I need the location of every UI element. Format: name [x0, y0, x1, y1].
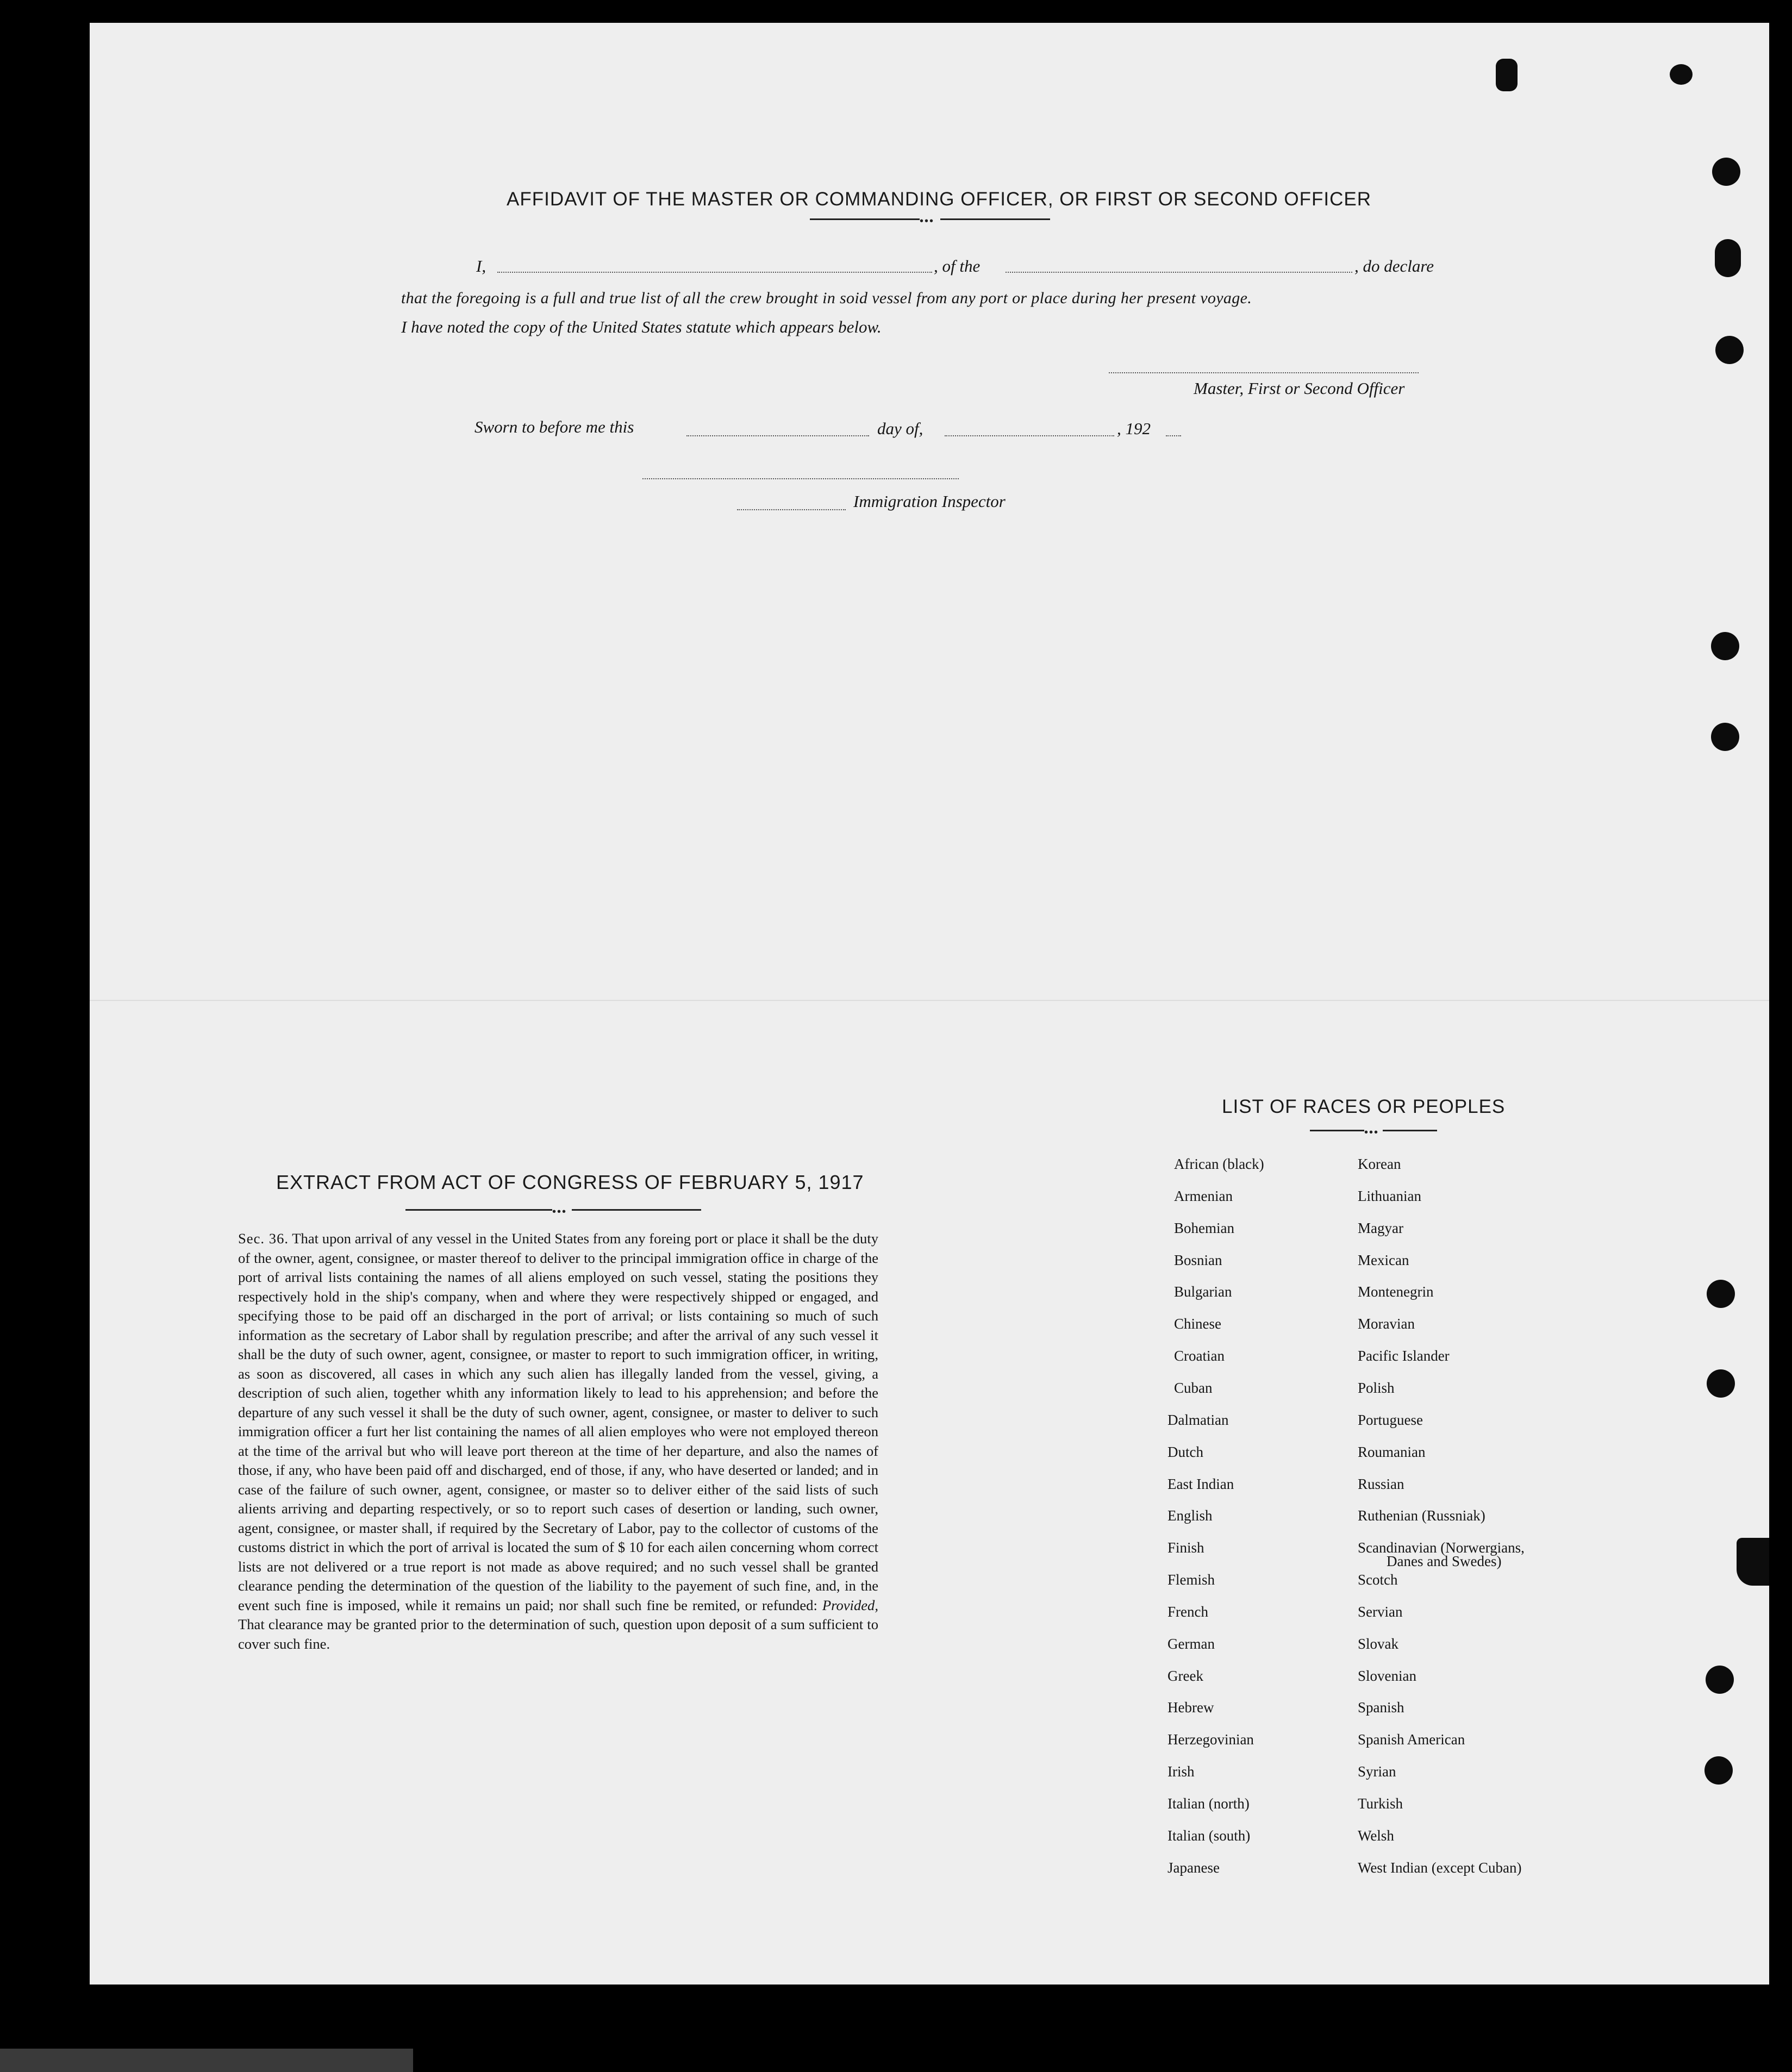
- statute-body-end: That clearance may be granted prior to the determination of such, question upon deposit of a sum sufficient to cover such fine.: [238, 1616, 878, 1652]
- race-item-continuation: Danes and Swedes): [1387, 1553, 1502, 1569]
- race-item: Croatian: [1174, 1348, 1225, 1364]
- race-item: Scotch: [1358, 1572, 1398, 1588]
- edge-notch: [1737, 1538, 1769, 1586]
- race-item: Bulgarian: [1174, 1284, 1232, 1300]
- page-fold-line: [90, 1000, 1769, 1001]
- race-item: Greek: [1167, 1667, 1203, 1684]
- master-signature-field[interactable]: [1109, 372, 1419, 373]
- extract-title-rule: [572, 1209, 701, 1211]
- race-item: Syrian: [1358, 1763, 1396, 1780]
- vessel-name-field[interactable]: [1006, 272, 1352, 273]
- day-of-label: day of,: [877, 419, 923, 438]
- extract-title-rule-dots: •••: [552, 1206, 567, 1218]
- races-title: LIST OF RACES OR PEOPLES: [1222, 1096, 1506, 1117]
- race-item: Magyar: [1358, 1219, 1403, 1236]
- document-page: [90, 23, 1769, 1985]
- race-item: French: [1167, 1603, 1208, 1620]
- statute-provided: Provided,: [822, 1597, 878, 1613]
- race-item: Turkish: [1358, 1795, 1403, 1812]
- race-item: Hebrew: [1167, 1699, 1214, 1716]
- affidavit-title: AFFIDAVIT OF THE MASTER OR COMMANDING OFFICER, OR FIRST OR SECOND OFFICER: [507, 189, 1372, 210]
- race-item: East Indian: [1167, 1475, 1234, 1492]
- year-prefix: , 192: [1117, 419, 1151, 438]
- race-item: West Indian (except Cuban): [1358, 1859, 1522, 1876]
- race-item: Moravian: [1358, 1316, 1415, 1332]
- punch-hole-7: [1707, 1369, 1735, 1398]
- race-item: Mexican: [1358, 1251, 1409, 1268]
- affidavit-title-rule: [940, 218, 1050, 220]
- race-item: Chinese: [1174, 1316, 1221, 1332]
- sworn-month-field[interactable]: [945, 435, 1114, 436]
- races-title-rule-dots: •••: [1364, 1126, 1379, 1138]
- affidavit-statute-note: I have noted the copy of the United States statute which appears below.: [401, 317, 882, 336]
- inspector-name-field[interactable]: [737, 509, 846, 510]
- affidavit-do-declare: , do declare: [1354, 256, 1434, 276]
- punch-hole-2: [1715, 239, 1741, 277]
- corner-mark: [1496, 59, 1518, 91]
- punch-hole-5: [1711, 723, 1739, 751]
- master-name-field[interactable]: [497, 272, 932, 273]
- race-item: Polish: [1358, 1379, 1395, 1396]
- race-item: Spanish American: [1358, 1731, 1465, 1748]
- race-item: Ruthenian (Russniak): [1358, 1507, 1485, 1524]
- race-item: Bosnian: [1174, 1251, 1222, 1268]
- race-item: Italian (south): [1167, 1827, 1251, 1844]
- affidavit-of-the: , of the: [934, 256, 981, 276]
- race-item: Lithuanian: [1358, 1187, 1421, 1204]
- race-item: Korean: [1358, 1156, 1401, 1172]
- race-item: Servian: [1358, 1603, 1403, 1620]
- affidavit-pronoun: I,: [476, 256, 486, 276]
- race-item: Cuban: [1174, 1379, 1213, 1396]
- punch-hole-3: [1715, 336, 1744, 364]
- punch-hole-6: [1707, 1280, 1735, 1308]
- section-label: Sec. 36.: [238, 1230, 289, 1247]
- sworn-year-field[interactable]: [1166, 435, 1181, 436]
- race-item: English: [1167, 1507, 1213, 1524]
- statute-text: [238, 1229, 878, 1654]
- race-item: Dalmatian: [1167, 1411, 1229, 1428]
- affidavit-title-rule: [810, 218, 920, 220]
- affidavit-title-rule-dots: •••: [920, 215, 935, 227]
- punch-hole-9: [1704, 1756, 1733, 1785]
- race-item: Slovenian: [1358, 1667, 1416, 1684]
- sworn-day-field[interactable]: [686, 435, 869, 436]
- races-title-rule: [1383, 1130, 1437, 1131]
- race-item: Welsh: [1358, 1827, 1394, 1844]
- punch-hole-4: [1711, 632, 1739, 660]
- race-item: African (black): [1174, 1156, 1264, 1172]
- race-item: Montenegrin: [1358, 1284, 1434, 1300]
- corner-mark: [1670, 64, 1693, 85]
- race-item: Flemish: [1167, 1572, 1215, 1588]
- punch-hole-8: [1706, 1666, 1734, 1694]
- race-item: Italian (north): [1167, 1795, 1250, 1812]
- race-item: Bohemian: [1174, 1219, 1234, 1236]
- extract-title: EXTRACT FROM ACT OF CONGRESS OF FEBRUARY 5, 1917: [276, 1171, 864, 1193]
- races-title-rule: [1310, 1130, 1364, 1131]
- statute-body: That upon arrival of any vessel in the United States from any foreing port or place it shall be the duty of the owner, agent, consignee, or master thereof to deliver to the principal immigration office in charge of the port of arrival lists containing the names of all aliens employed on such vessel, stating the positions they respectively hold in the ship's company, when and where they were respectively shipped or engaged, and specifying those to be paid off an discharged in the port of arrival; or lists containing so much of such information as the secretary of Labor shall by regulation prescribe; and after the arrival of any such vessel it shall be the duty of such owner, agent, consignee, or master to report to such immigration officer, in writing, as soon as discovered, all cases in which any such alien has illegally landed from the vessel, giving, a description of such alien, together whith any information likely to lead to his apprehension; and before the departure of any such vessel it shall be the duty of such owner, agent, consignee, or master to deliver to such immigration officer a furt her list containing the names of all alien employes who were not employed thereon at the time of the arrival but who will leave port thereon at the time of her departure, and also the names of those, if any, who have been paid off and discharged, end of those, if any, who have deserted or landed; and in case of the failure of such owner, agent, consignee, or master so to deliver either of the said lists of such alients arriving and departing respectively, or so to report such cases of desertion or landing, such owner, agent, consignee, or master shall, if required by the Secretary of Labor, pay to the collector of customs of the customs district in which the port of arrival is located the sum of $ 10 for each ailen concerning whom correct lists are not delivered or a true report is not made as above required; and no such vessel shall be granted clearance pending the determination of the question of the liability to the payement of such fine, and, in the event such fine is imposed, while it remains un paid; nor shall such fine be remited, or refunded:: [238, 1230, 879, 1613]
- race-item: Finish: [1167, 1539, 1204, 1556]
- race-item: Scandinavian (Norwergians,: [1358, 1539, 1525, 1556]
- race-item: Russian: [1358, 1475, 1404, 1492]
- punch-hole-1: [1712, 158, 1740, 186]
- inspector-signature-field[interactable]: [642, 478, 959, 479]
- race-item: Slovak: [1358, 1635, 1399, 1652]
- inspector-label: Immigration Inspector: [853, 492, 1006, 511]
- race-item: Dutch: [1167, 1443, 1203, 1460]
- sworn-label: Sworn to before me this: [474, 417, 634, 436]
- affidavit-declaration-text: that the foregoing is a full and true list of all the crew brought in soid vessel from any port or place during her present voyage.: [401, 289, 1252, 307]
- race-item: German: [1167, 1635, 1215, 1652]
- race-item: Japanese: [1167, 1859, 1220, 1876]
- race-item: Spanish: [1358, 1699, 1404, 1716]
- race-item: Armenian: [1174, 1187, 1233, 1204]
- bottom-edge-shadow: [0, 2049, 413, 2072]
- extract-title-rule: [405, 1209, 552, 1211]
- race-item: Portuguese: [1358, 1411, 1423, 1428]
- race-item: Herzegovinian: [1167, 1731, 1254, 1748]
- race-item: Pacific Islander: [1358, 1348, 1450, 1364]
- master-signature-label: Master, First or Second Officer: [1194, 379, 1405, 398]
- race-item: Roumanian: [1358, 1443, 1426, 1460]
- race-item: Irish: [1167, 1763, 1195, 1780]
